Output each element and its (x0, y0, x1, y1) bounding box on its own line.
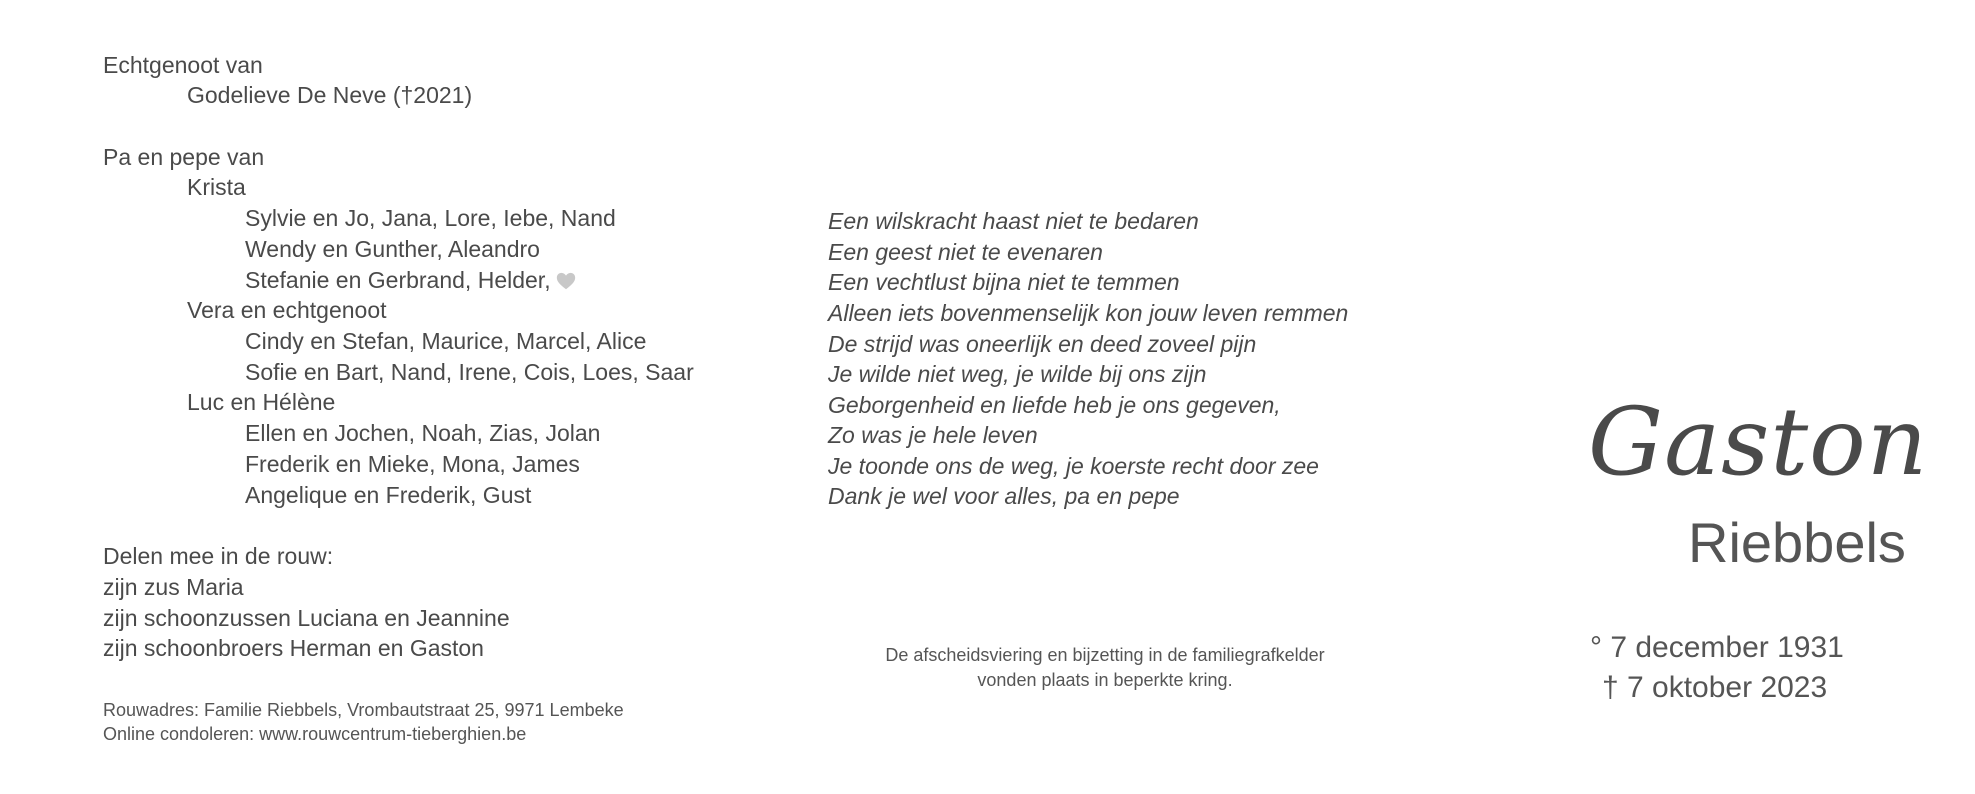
mourners-heading: Delen mee in de rouw: (103, 543, 334, 569)
grandchild-line: Sylvie en Jo, Jana, Lore, Iebe, Nand (245, 205, 616, 231)
birth-date: ° 7 december 1931 (1590, 631, 1844, 664)
grandchild-line: Stefanie en Gerbrand, Helder, (245, 267, 551, 293)
grandchild-line-with-heart (245, 265, 577, 295)
poem-line: Je toonde ons de weg, je koerste recht door zee (828, 453, 1319, 479)
poem-line: Geborgenheid en liefde heb je ons gegeven, (828, 392, 1281, 418)
poem-line: Een wilskracht haast niet te bedaren (828, 208, 1199, 234)
child-luc: Luc en Hélène (187, 389, 336, 415)
ceremony-note-line: vonden plaats in beperkte kring. (977, 670, 1233, 690)
poem-line: Dank je wel voor alles, pa en pepe (828, 483, 1180, 509)
mourner-line: zijn zus Maria (103, 574, 244, 600)
poem-line: De strijd was oneerlijk en deed zoveel pijn (828, 331, 1257, 357)
mourner-line: zijn schoonbroers Herman en Gaston (103, 635, 484, 661)
poem-line: Een geest niet te evenaren (828, 239, 1103, 265)
death-date: † 7 oktober 2023 (1602, 671, 1828, 704)
spouse-heading: Echtgenoot van (103, 52, 263, 78)
poem-line: Je wilde niet weg, je wilde bij ons zijn (828, 361, 1207, 387)
poem-line: Zo was je hele leven (828, 422, 1038, 448)
child-krista: Krista (187, 174, 246, 200)
ceremony-note-line: De afscheidsviering en bijzetting in de familiegrafkelder (885, 645, 1325, 665)
grandchild-line: Angelique en Frederik, Gust (245, 482, 532, 508)
mourning-address: Rouwadres: Familie Riebbels, Vrombautstraat 25, 9971 Lembeke (103, 700, 624, 720)
grandchild-line: Ellen en Jochen, Noah, Zias, Jolan (245, 420, 601, 446)
first-name: Gaston (1588, 388, 1929, 497)
heart-icon (555, 270, 577, 292)
family-heading: Pa en pepe van (103, 144, 265, 170)
child-vera: Vera en echtgenoot (187, 297, 387, 323)
grandchild-line: Sofie en Bart, Nand, Irene, Cois, Loes, Saar (245, 359, 694, 385)
grandchild-line: Wendy en Gunther, Aleandro (245, 236, 540, 262)
poem-line: Alleen iets bovenmenselijk kon jouw leven remmen (828, 300, 1349, 326)
spouse-name: Godelieve De Neve (†2021) (187, 82, 473, 108)
poem-line: Een vechtlust bijna niet te temmen (828, 269, 1180, 295)
grandchild-line: Frederik en Mieke, Mona, James (245, 451, 580, 477)
grandchild-line: Cindy en Stefan, Maurice, Marcel, Alice (245, 328, 647, 354)
last-name: Riebbels (1688, 511, 1906, 574)
online-condolences: Online condoleren: www.rouwcentrum-tieberghien.be (103, 724, 527, 744)
mourner-line: zijn schoonzussen Luciana en Jeannine (103, 605, 510, 631)
